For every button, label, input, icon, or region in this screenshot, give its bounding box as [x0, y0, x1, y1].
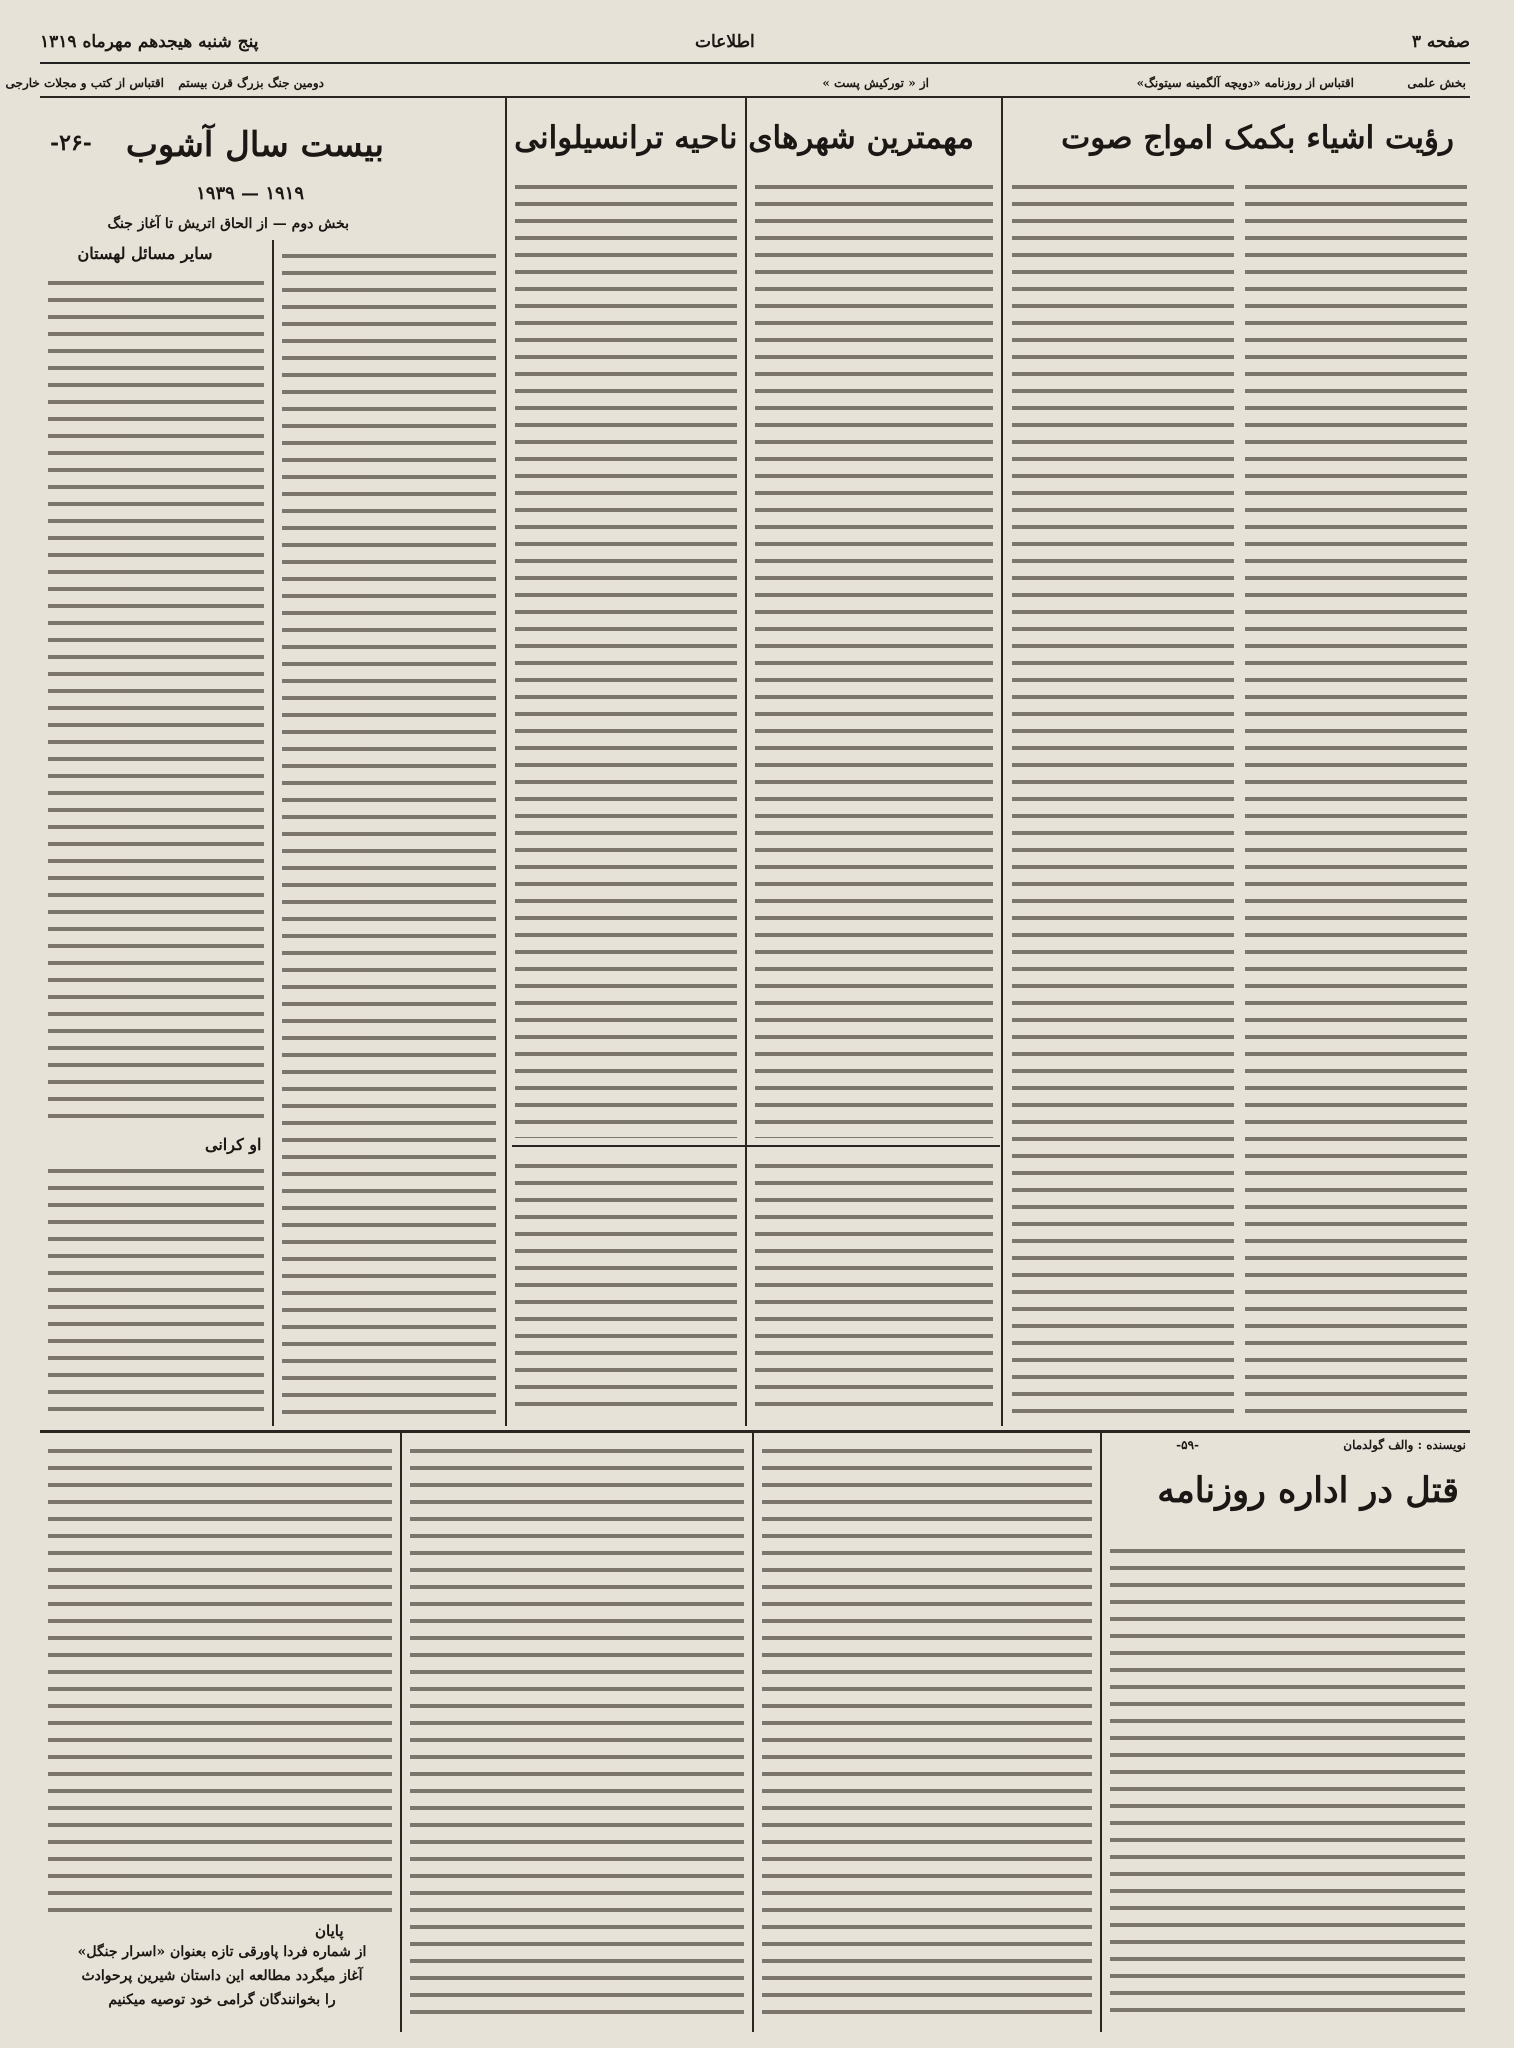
science-headline: رؤیت اشیاء بکمک امواج صوت [1061, 120, 1454, 156]
science-section-tag: بخش علمی [1407, 76, 1466, 90]
twenty-years-body-col [48, 272, 264, 1127]
transylvania-body-col [515, 176, 737, 1138]
continued-body-col [755, 1155, 993, 1417]
next-notice-line1: از شماره فردا پاورقی تازه بعنوان «اسرار جنگل» [77, 1944, 367, 1960]
column-rule [272, 240, 274, 1426]
novel-ending: پایان [315, 1922, 344, 1940]
column-rule [745, 98, 747, 1426]
novel-author: نویسنده : والف گولدمان [1343, 1438, 1466, 1452]
twenty-years-body-col [48, 1160, 264, 1415]
date-line: پنج شنبه هیجدهم مهرماه ۱۳۱۹ [40, 32, 259, 52]
masthead [40, 28, 1470, 64]
world-war-tag: دومین جنگ بزرگ قرن بیستم [178, 76, 324, 90]
article-rule [512, 1145, 1000, 1147]
section-rule [40, 96, 1470, 98]
transylvania-body-col [755, 176, 993, 1138]
bottom-band-rule [40, 1430, 1470, 1433]
foreign-source: اقتباس از کتب و مجلات خارجی [5, 76, 164, 90]
novel-body-col [1110, 1540, 1465, 2018]
science-body-col [1012, 176, 1234, 1416]
transylvania-headline: مهمترین شهرهای ناحیه ترانسیلوانی [514, 120, 974, 156]
part-subhead: بخش دوم — از الحاق اتریش تا آغاز جنگ [107, 216, 349, 232]
postal-source: از « تورکیش پست » [822, 76, 929, 90]
paper-name: اطلاعات [695, 32, 755, 52]
poland-subhead: سایر مسائل لهستان [77, 244, 213, 263]
column-rule [505, 98, 507, 1426]
novel-body-col [48, 1440, 392, 1918]
page-number: صفحه ۳ [1411, 32, 1470, 52]
ukraine-subhead: او کرانی [205, 1135, 262, 1154]
years-subhead: ۱۹۱۹ — ۱۹۳۹ [196, 183, 304, 204]
novel-body-col [762, 1440, 1092, 2018]
next-notice-line2: آغاز میگردد مطالعه این داستان شیرین پرحوادث [81, 1968, 363, 1984]
column-rule [1100, 1432, 1102, 2032]
continued-body-col [515, 1155, 737, 1417]
twenty-years-body-col [282, 245, 496, 1415]
column-rule [752, 1432, 754, 2032]
column-rule [1001, 98, 1003, 1426]
science-body-col [1245, 176, 1467, 1416]
column-rule [400, 1432, 402, 2032]
novel-installment: -۵۹- [1176, 1438, 1199, 1452]
science-source: اقتباس از روزنامه «دویچه آلگمینه سیتونگ» [1136, 76, 1354, 90]
series-number: -۲۶- [50, 130, 92, 156]
twenty-years-headline: بیست سال آشوب [125, 125, 384, 165]
novel-body-col [410, 1440, 744, 2018]
novel-headline: قتل در اداره روزنامه [1157, 1470, 1459, 1511]
next-notice-line3: را بخوانندگان گرامی خود توصیه میکنیم [108, 1992, 336, 2008]
